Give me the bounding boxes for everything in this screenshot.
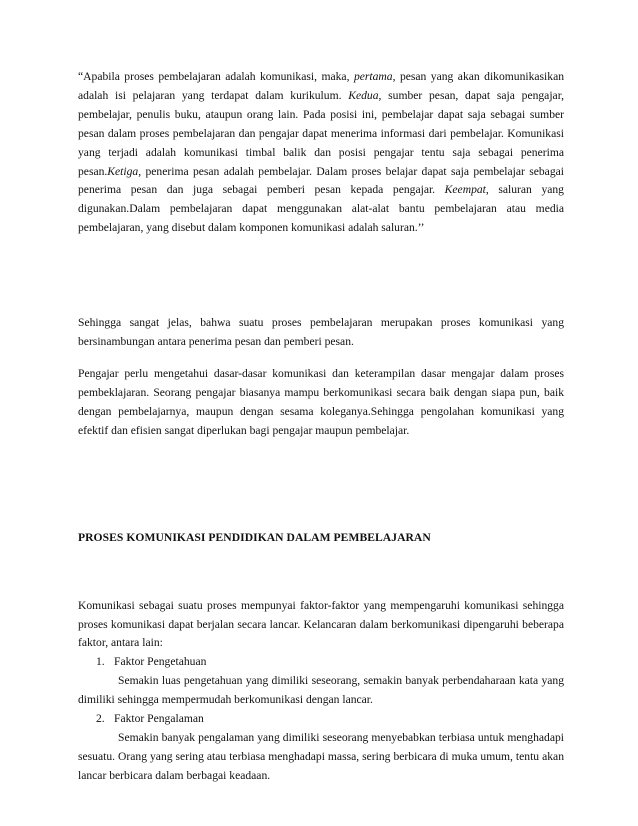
list-item-body: Semakin banyak pengalaman yang dimiliki seseorang menyebabkan terbiasa untuk menghadapi sesuatu. Orang yang sering atau terbiasa menghadapi massa, sering berbicara di muka umum, tentu akan lancar berbicara dalam berbagai keadaan. [78,730,564,782]
list-item [78,653,564,710]
section-heading: PROSES KOMUNIKASI PENDIDIKAN DALAM PEMBELAJARAN [78,530,431,544]
quote-text-5: , saluran yang digunakan.Dalam pembelajaran dapat menggunakan alat-alat bantu pembelajaran atau media pembelajaran, yang disebut dalam komponen komunikasi adalah saluran.’’ [78,183,564,235]
teacher-paragraph: Pengajar perlu mengetahui dasar-dasar komunikasi dan keterampilan dasar mengajar dalam proses pembeklajaran. Seorang pengajar biasanya mampu berkomunikasi secara baik dengan siapa pun, baik dengan pembelajarnya, maupun dengan sesama koleganya.Sehingga pengolahan komunikasi yang efektif dan efisien sangat diperlukan bagi pengajar maupun pembelajar. [78,366,564,437]
quote-text-2: , pesan yang akan dikomunikasikan adalah isi pelajaran yang terdapat dalam kurikulum. [78,70,565,102]
quote-text-1: “Apabila proses pembelajaran adalah komunikasi, maka, [78,70,354,83]
list-item [78,710,564,786]
list-item-number: 2. [96,712,105,726]
quote-emphasis-pertama: pertama [353,70,393,83]
list-item-number: 1. [96,655,105,669]
list-item-title [78,710,564,729]
document-page [78,68,564,786]
quote-text-3: , sumber pesan, dapat saja pengajar, pembelajar, penulis buku, ataupun orang lain. Pada posisi ini, pembelajar dapat saja sebagai sumber pesan dalam proses pembelajaran dan pengajar dapat menerima informasi dari pembelajar. Komunikasi yang terjadi adalah komunikasi timbal balik dan posisi pengajar tentu saja sebagai penerima pesan. [78,88,564,178]
quote-emphasis-kedua: Kedua [348,88,379,102]
factor-list [78,653,564,785]
list-item-title [78,653,564,672]
list-item-heading: Faktor Pengetahuan [114,655,207,669]
summary-paragraph: Sehingga sangat jelas, bahwa suatu proses pembelajaran merupakan proses komunikasi yang bersinambungan antara penerima pesan dan pemberi pesan. [78,316,564,349]
quote-paragraph [78,68,564,238]
quote-text-4: , penerima pesan adalah pembelajar. Dalam proses belajar dapat saja pembelajar sebagai penerima pesan dan juga sebagai pemberi pesan kepada pengajar. [78,164,564,197]
list-item-body: Semakin luas pengetahuan yang dimiliki seseorang, semakin banyak perbendaharaan kata yang dimiliki sehingga mempermudah berkomunikasi dengan lancar. [78,674,564,707]
quote-emphasis-keempat: Keempat [444,183,486,197]
intro-paragraph: Komunikasi sebagai suatu proses mempunyai faktor-faktor yang mempengaruhi komunikasi sehingga proses komunikasi dapat berjalan secara lancar. Kelancaran dalam berkomunikasi dipengaruhi beberapa faktor, antara lain: [78,598,564,650]
list-item-heading: Faktor Pengalaman [114,712,204,726]
quote-emphasis-ketiga: Ketiga [107,164,139,178]
